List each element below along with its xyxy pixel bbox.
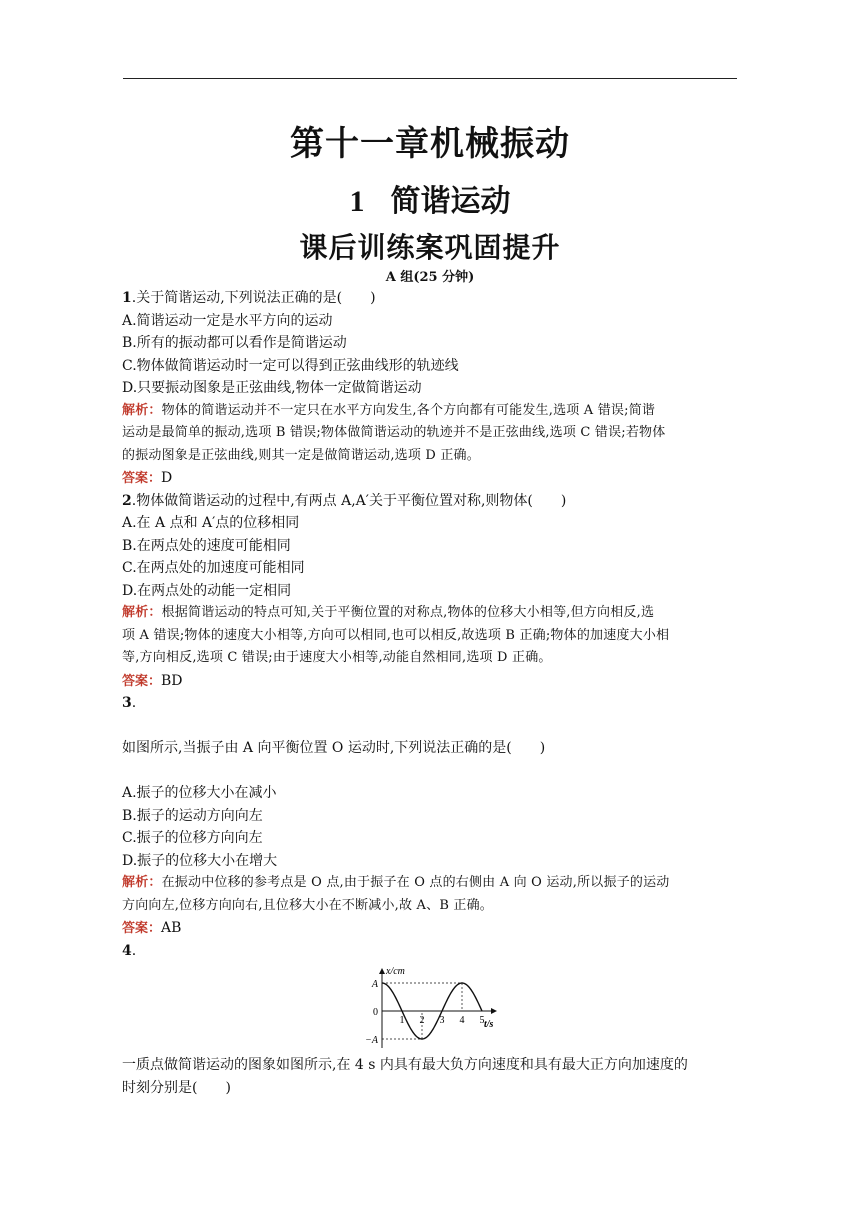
answer-label: 答案： <box>122 673 162 689</box>
question-1-stem: 1.关于简谐运动,下列说法正确的是( ) <box>122 290 376 306</box>
missing-figure-space <box>122 715 738 738</box>
y-tick-label: −A <box>365 1035 378 1046</box>
analysis-label: 解析： <box>122 402 162 418</box>
question-number: 4 <box>122 942 132 959</box>
analysis-line: 的振动图象是正弦曲线,则其一定是做简谐运动,选项 D 正确。 <box>122 447 480 463</box>
analysis-label: 解析： <box>122 875 162 890</box>
group-label: A 组(25 分钟) <box>385 270 475 285</box>
analysis-line: 项 A 错误;物体的速度大小相等,方向可以相同,也可以相反,故选项 B 正确;物体的加速度大小相 <box>122 627 670 643</box>
analysis-label: 解析： <box>122 605 162 620</box>
analysis-line: 解析：根据简谐运动的特点可知,关于平衡位置的对称点,物体的位移大小相等,但方向相反,选 <box>122 605 655 620</box>
analysis-line: 解析：物体的简谐运动并不一定只在水平方向发生,各个方向都有可能发生,选项 A 错误;简谐 <box>122 402 656 418</box>
question-3-stem: 如图所示,当振子由 A 向平衡位置 O 运动时,下列说法正确的是( ) <box>122 740 546 756</box>
page-subtitle: 课后训练案巩固提升 <box>299 231 561 264</box>
option-c: C.振子的位移方向向左 <box>122 830 263 846</box>
spacer <box>122 760 738 783</box>
question-number: 1 <box>122 290 132 306</box>
option-b: B.振子的运动方向向左 <box>122 807 263 824</box>
x-axis-arrow <box>491 1008 497 1014</box>
option-a: A.简谐运动一定是水平方向的运动 <box>122 312 333 329</box>
question-3-number: 3. <box>122 695 137 711</box>
option-d: D.只要振动图象是正弦曲线,物体一定做简谐运动 <box>122 380 422 396</box>
analysis-line: 解析：在振动中位移的参考点是 O 点,由于振子在 O 点的右侧由 A 向 O 运动,所以振子的运动 <box>122 875 670 890</box>
option-b: B.所有的振动都可以看作是简谐运动 <box>122 335 347 351</box>
option-c: C.在两点处的加速度可能相同 <box>122 560 305 576</box>
answer-line: 答案：BD <box>122 672 183 689</box>
x-tick-label: 5 <box>479 1015 485 1026</box>
analysis-line: 运动是最简单的振动,选项 B 错误;物体做简谐运动的轨迹并不是正弦曲线,选项 C 错误;若物体 <box>122 425 666 440</box>
analysis-line: 等,方向相反,选项 C 错误;由于速度大小相等,动能自然相同,选项 D 正确。 <box>122 650 552 665</box>
option-a: A.振子的位移大小在减小 <box>122 785 277 801</box>
y-axis-label: x/cm <box>386 966 405 977</box>
question-number: 2 <box>122 492 132 509</box>
question-4-number: 4. <box>122 942 137 959</box>
section-number: 1 <box>349 185 365 218</box>
y-axis-arrow <box>379 968 385 974</box>
section-title: 简谐运动 <box>390 184 511 219</box>
option-c: C.物体做简谐运动时一定可以得到正弦曲线形的轨迹线 <box>122 357 459 374</box>
y-tick-label: 0 <box>373 1007 378 1018</box>
question-2-stem: 2.物体做简谐运动的过程中,有两点 A,A′关于平衡位置对称,则物体( ) <box>122 492 567 509</box>
option-b: B.在两点处的速度可能相同 <box>122 537 291 554</box>
question-4-stem: 一质点做简谐运动的图象如图所示,在 4 s 内具有最大负方向速度和具有最大正方向加速度的 <box>122 1057 688 1073</box>
x-tick-label: 1 <box>399 1015 405 1026</box>
axes <box>379 968 497 1048</box>
answer-line: 答案：D <box>122 470 173 486</box>
figure-container <box>122 962 738 1054</box>
analysis-line: 方向向左,位移方向向右,且位移大小在不断减小,故 A、B 正确。 <box>122 897 494 913</box>
section-heading <box>0 176 860 220</box>
option-d: D.在两点处的动能一定相同 <box>122 582 292 599</box>
chapter-title: 第十一章机械振动 <box>290 124 570 164</box>
option-a: A.在 A 点和 A′点的位移相同 <box>122 515 300 531</box>
exercise-content <box>122 287 738 1099</box>
question-number: 3 <box>122 695 132 711</box>
answer-line: 答案：AB <box>122 920 182 936</box>
x-tick-label: 4 <box>459 1015 465 1026</box>
x-tick-label: 2 <box>419 1015 425 1026</box>
top-rule <box>123 78 737 79</box>
answer-label: 答案： <box>122 921 162 936</box>
answer-label: 答案： <box>122 471 162 486</box>
question-4-stem: 时刻分别是( ) <box>122 1079 231 1096</box>
option-d: D.振子的位移大小在增大 <box>122 852 278 869</box>
displacement-time-graph <box>360 964 510 1052</box>
y-tick-label: A <box>371 979 378 990</box>
x-axis-label: t/s <box>484 1019 494 1030</box>
x-tick-label: 3 <box>439 1015 445 1026</box>
